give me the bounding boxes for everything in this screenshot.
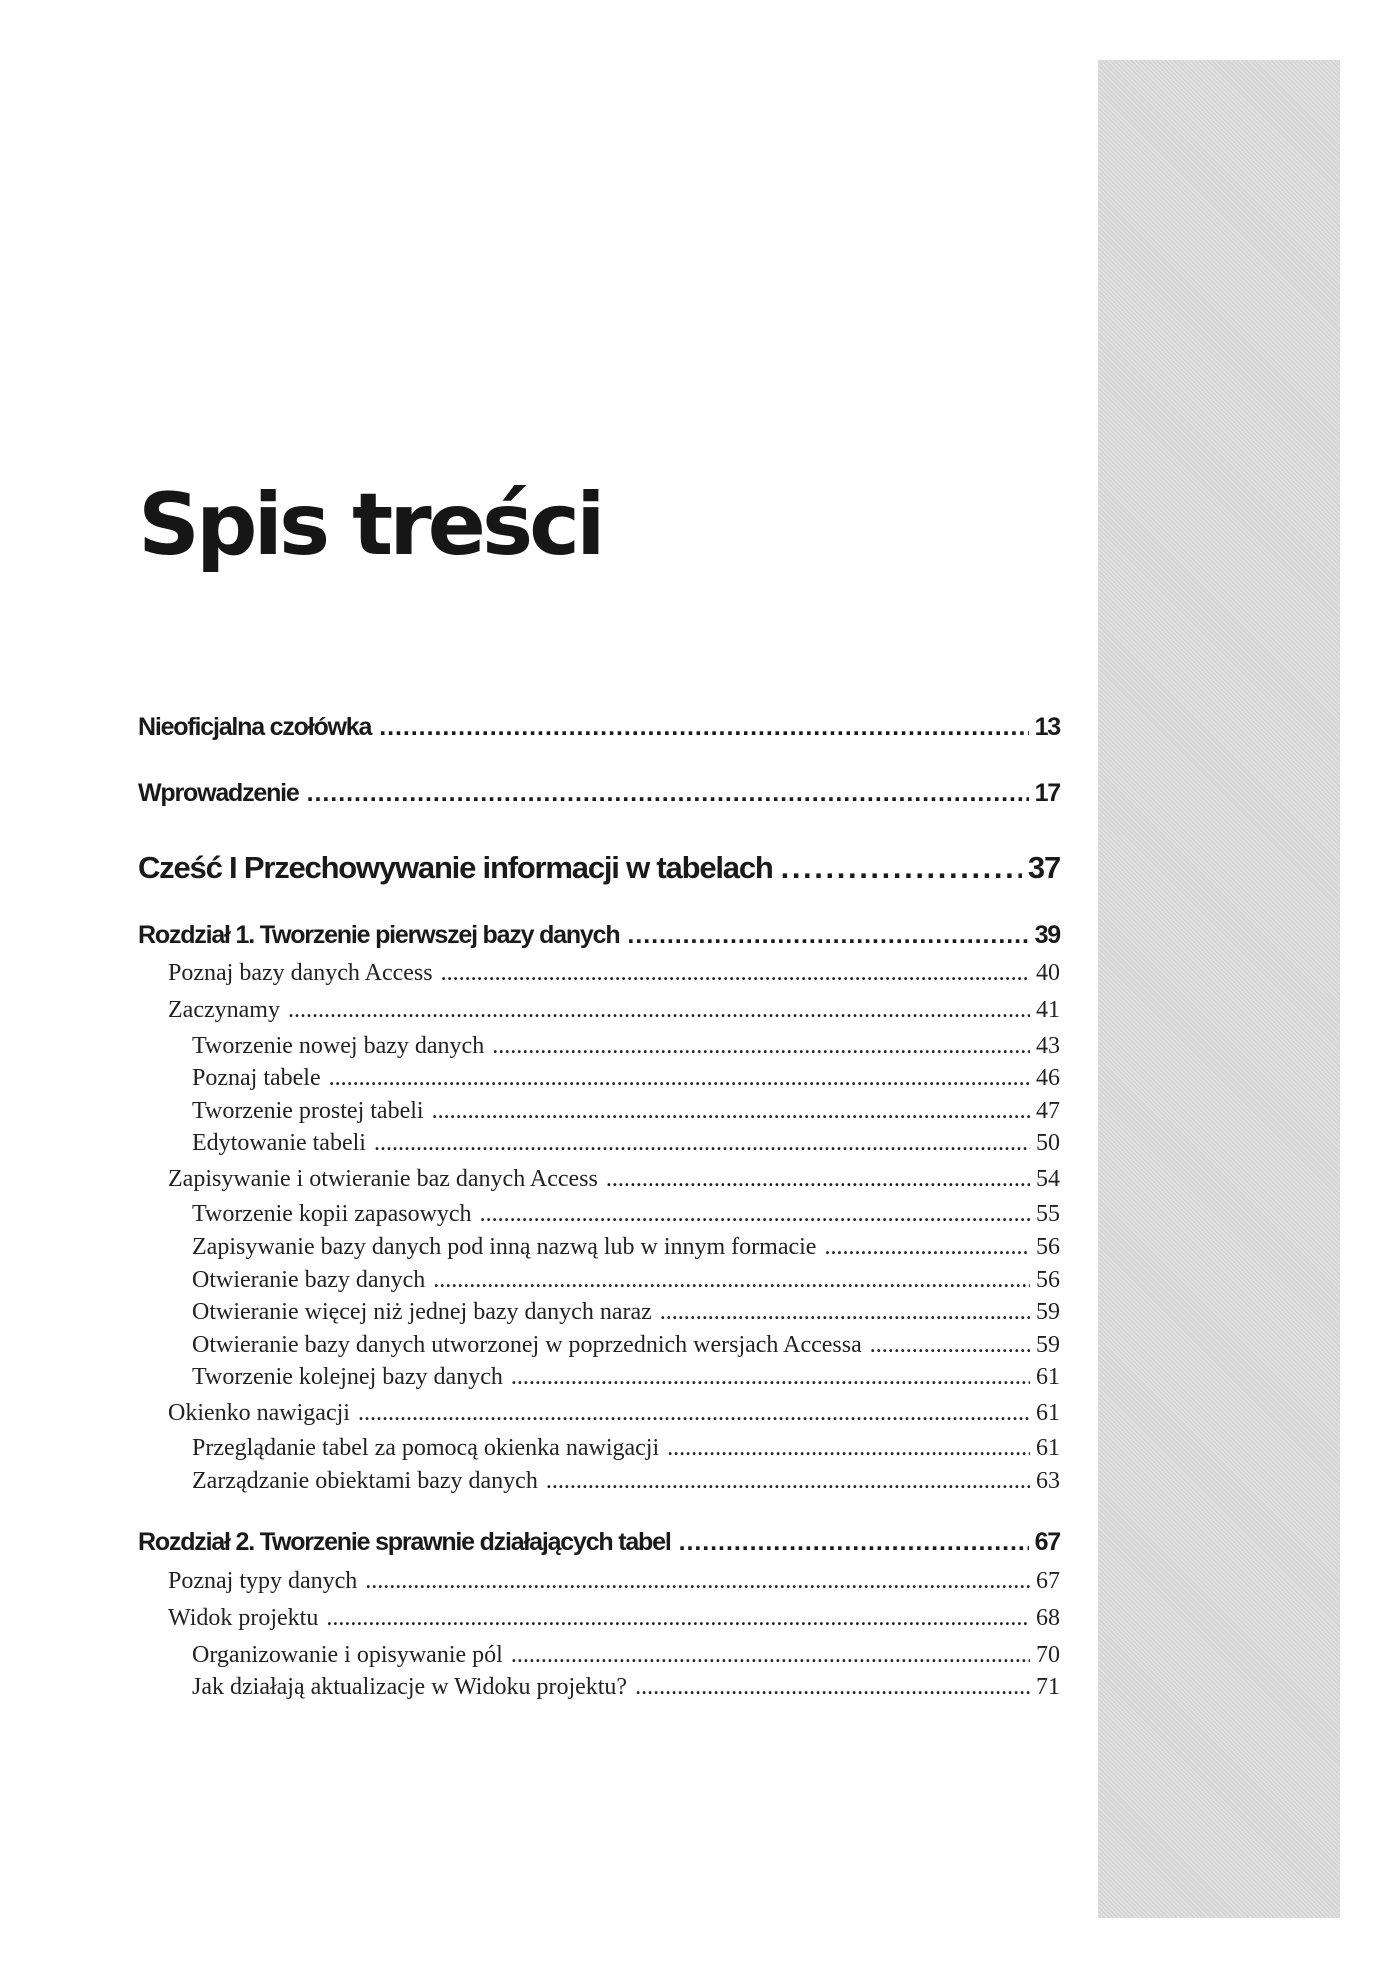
toc-entry	[192, 1234, 1060, 1261]
toc-entry-title: Otwieranie bazy danych utworzonej w poprzednich wersjach Accessa	[192, 1332, 862, 1358]
toc-entry-title: Rozdział 1. Tworzenie pierwszej bazy danych	[138, 921, 620, 949]
dot-leader	[374, 1130, 1030, 1157]
toc-entry	[192, 1065, 1060, 1092]
dot-leader	[365, 1568, 1030, 1595]
toc-entry-title: Nieoficjalna czołówka	[138, 713, 372, 741]
toc-entry	[192, 1642, 1060, 1669]
toc-entry-title: Rozdział 2. Tworzenie sprawnie działających tabel	[138, 1528, 671, 1556]
dot-leader	[329, 1065, 1030, 1092]
toc-entry-page-number: 50	[1036, 1130, 1060, 1156]
toc-entry-page-number: 40	[1036, 960, 1060, 986]
dot-leader	[635, 1674, 1030, 1701]
toc-entry-title: Przeglądanie tabel za pomocą okienka nawigacji	[192, 1435, 660, 1461]
toc-entry	[192, 1033, 1060, 1060]
toc-entry-title: Wprowadzenie	[138, 779, 299, 807]
toc-entry-title: Cześć I Przechowywanie informacji w tabelach	[138, 850, 773, 885]
toc-entry-page-number: 13	[1034, 713, 1060, 741]
toc-entry-page-number: 39	[1034, 921, 1060, 949]
page-title: Spis treści	[138, 475, 602, 575]
toc-entry-title: Zaczynamy	[168, 997, 280, 1023]
dot-leader	[358, 1400, 1030, 1427]
toc-entry-page-number: 46	[1036, 1065, 1060, 1091]
toc-entry-title: Otwieranie więcej niż jednej bazy danych naraz	[192, 1299, 652, 1325]
toc-entry-page-number: 67	[1036, 1568, 1060, 1594]
dot-leader	[379, 713, 1028, 742]
dot-leader	[441, 960, 1030, 987]
toc-entry	[138, 713, 1060, 742]
dot-leader	[288, 997, 1030, 1024]
toc-entry	[192, 1468, 1060, 1495]
dot-leader	[492, 1033, 1030, 1060]
toc-entry-page-number: 56	[1036, 1234, 1060, 1260]
toc-entry-title: Poznaj typy danych	[168, 1568, 358, 1594]
toc-entry-page-number: 61	[1036, 1364, 1060, 1390]
dot-leader	[307, 779, 1029, 808]
toc-entry-title: Okienko nawigacji	[168, 1400, 350, 1426]
toc-entry	[168, 997, 1060, 1024]
toc-entry-page-number: 41	[1036, 997, 1060, 1023]
toc-entry	[138, 850, 1060, 886]
toc-entry	[192, 1332, 1060, 1359]
toc-entry-title: Tworzenie prostej tabeli	[192, 1098, 424, 1124]
toc-entry	[168, 1605, 1060, 1632]
toc-entry	[192, 1364, 1060, 1391]
dot-leader	[870, 1332, 1030, 1359]
toc-entry-title: Poznaj tabele	[192, 1065, 321, 1091]
toc-entry	[138, 1528, 1060, 1557]
toc-entry-page-number: 68	[1036, 1605, 1060, 1631]
toc-entry-title: Tworzenie kolejnej bazy danych	[192, 1364, 503, 1390]
toc-entry	[168, 1568, 1060, 1595]
toc-entry	[168, 960, 1060, 987]
dot-leader	[546, 1468, 1030, 1495]
dot-leader	[432, 1098, 1030, 1125]
dot-leader	[606, 1166, 1030, 1193]
dot-leader	[627, 921, 1028, 950]
dot-leader	[480, 1201, 1030, 1228]
toc-entry-title: Widok projektu	[168, 1605, 319, 1631]
toc-entry-page-number: 61	[1036, 1435, 1060, 1461]
dot-leader	[511, 1364, 1030, 1391]
toc-entry-page-number: 55	[1036, 1201, 1060, 1227]
toc-entry-title: Jak działają aktualizacje w Widoku projektu?	[192, 1674, 628, 1700]
dot-leader	[326, 1605, 1030, 1632]
toc-entry	[192, 1435, 1060, 1462]
toc-entry	[138, 921, 1060, 950]
toc-entry-page-number: 59	[1036, 1332, 1060, 1358]
toc-entry-page-number: 70	[1036, 1642, 1060, 1668]
toc-entry	[138, 779, 1060, 808]
toc-entry	[192, 1674, 1060, 1701]
toc-entry-page-number: 17	[1034, 779, 1060, 807]
dot-leader	[433, 1267, 1030, 1294]
toc-entry-page-number: 37	[1027, 850, 1060, 885]
toc-entry-page-number: 59	[1036, 1299, 1060, 1325]
dot-leader	[679, 1528, 1029, 1557]
dot-leader	[824, 1234, 1030, 1261]
toc-entry	[192, 1299, 1060, 1326]
toc-entry-page-number: 61	[1036, 1400, 1060, 1426]
toc-entry-title: Zarządzanie obiektami bazy danych	[192, 1468, 538, 1494]
toc-entry	[192, 1130, 1060, 1157]
toc-entry	[192, 1267, 1060, 1294]
toc-entry	[192, 1201, 1060, 1228]
toc-entry-page-number: 63	[1036, 1468, 1060, 1494]
dot-leader	[667, 1435, 1030, 1462]
dot-leader	[660, 1299, 1030, 1326]
toc-entry-title: Tworzenie nowej bazy danych	[192, 1033, 485, 1059]
toc-entry-page-number: 56	[1036, 1267, 1060, 1293]
dot-leader	[781, 850, 1022, 886]
toc-entry-title: Organizowanie i opisywanie pól	[192, 1642, 503, 1668]
toc-entry-title: Edytowanie tabeli	[192, 1130, 366, 1156]
toc-entry	[192, 1098, 1060, 1125]
toc-entry-page-number: 43	[1036, 1033, 1060, 1059]
toc-entry	[168, 1166, 1060, 1193]
dot-leader	[511, 1642, 1030, 1669]
toc-entry-title: Poznaj bazy danych Access	[168, 960, 433, 986]
toc-entry-page-number: 54	[1036, 1166, 1060, 1192]
toc-entry-page-number: 47	[1036, 1098, 1060, 1124]
toc-entry-title: Zapisywanie bazy danych pod inną nazwą lub w innym formacie	[192, 1234, 817, 1260]
toc-entry-page-number: 71	[1036, 1674, 1060, 1700]
toc-entry	[168, 1400, 1060, 1427]
toc-entry-page-number: 67	[1034, 1528, 1060, 1556]
toc-entry-title: Zapisywanie i otwieranie baz danych Access	[168, 1166, 598, 1192]
toc-entry-title: Tworzenie kopii zapasowych	[192, 1201, 472, 1227]
toc-entry-title: Otwieranie bazy danych	[192, 1267, 426, 1293]
